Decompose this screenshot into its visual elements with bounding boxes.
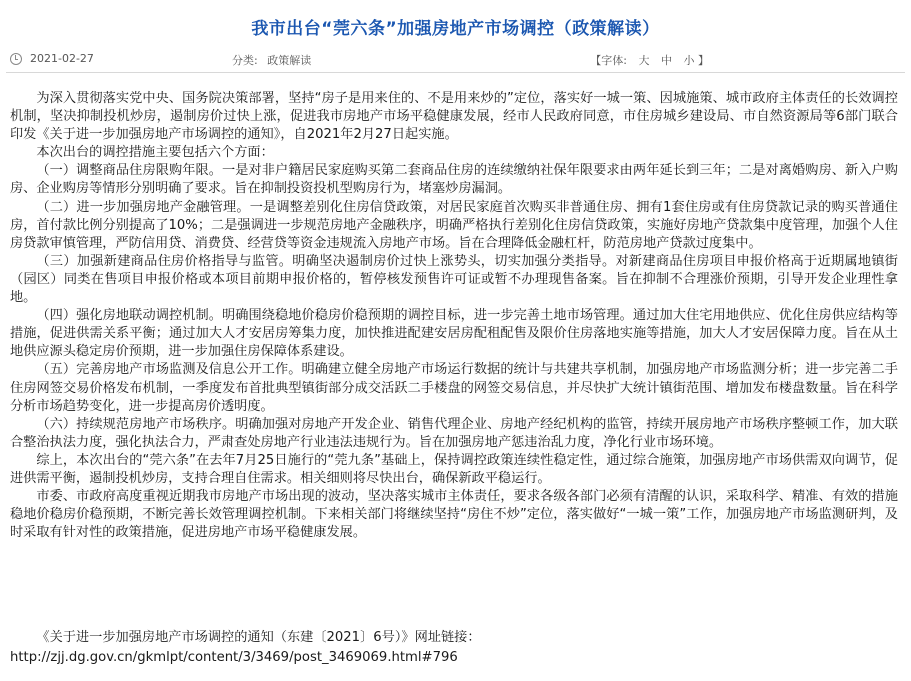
article-paragraph: （六）持续规范房地产市场秩序。明确加强对房地产开发企业、销售代理企业、房地产经纪机构的监管，持续开展房地产市场秩序整顿工作，加大联合整治执法力度，强化执法合力，严肃查处房地产行业违法违规行为。旨在加强房地产惩违治乱力度，净化行业市场环境。 bbox=[10, 416, 898, 450]
page-title: 我市出台“莞六条”加强房地产市场调控（政策解读） bbox=[251, 19, 660, 39]
font-size-small-link[interactable]: 小 bbox=[683, 54, 695, 67]
article-body bbox=[10, 90, 898, 542]
article-paragraph: 市委、市政府高度重视近期我市房地产市场出现的波动，坚决落实城市主体责任，要求各级各部门必须有清醒的认识，采取科学、精准、有效的措施稳地价稳房价稳预期，不断完善长效管理调控机制。下来相关部门将继续坚持“房住不炒”定位，落实做好“一城一策”工作，加强房地产市场监测研判，及时采取有针对性的政策措施，促进房地产市场平稳健康发展。 bbox=[10, 489, 898, 541]
reference-url-link[interactable]: http://zjj.dg.gov.cn/gkmlpt/content/3/3469/post_3469069.html#796 bbox=[10, 650, 458, 665]
article-paragraph: （二）进一步加强房地产金融管理。一是调整差别化住房信贷政策，对居民家庭首次购买非普通住房、拥有1套住房或有住房贷款记录的购买普通住房，首付款比例分别提高了10%；二是强调进一步规范房地产金融秩序，明确严格执行差别化住房信贷政策，实施好房地产贷款集中度管理，加强个人住房贷款审慎管理，严防信用贷、消费贷、经营贷等资金违规流入房地产市场。旨在合理降低金融杠杆，防范房地产贷款过度集中。 bbox=[10, 199, 898, 251]
category-label: 分类: bbox=[232, 54, 258, 67]
publish-date bbox=[10, 52, 94, 65]
category-value: 政策解读 bbox=[267, 54, 312, 67]
article-paragraph: （四）强化房地联动调控机制。明确围绕稳地价稳房价稳预期的调控目标，进一步完善土地市场管理。通过加大住宅用地供应、优化住房供应结构等措施，促进供需关系平衡；通过加大人才安居房筹集力度，加快推进配建安居房配租配售及限价住房落地实施等措施，加大人才安居保障力度。旨在从土地供应源头稳定房价预期，进一步加强住房保障体系建设。 bbox=[10, 308, 898, 360]
article-meta-bar bbox=[6, 48, 905, 73]
font-size-large-link[interactable]: 大 bbox=[638, 54, 650, 67]
reference-doc-title: 《关于进一步加强房地产市场调控的通知（东建〔2021〕6号）》网址链接： bbox=[36, 630, 481, 645]
font-size-bracket: 】 bbox=[698, 54, 709, 67]
article-paragraph: 本次出台的调控措施主要包括六个方面： bbox=[36, 145, 274, 161]
font-size-selector bbox=[590, 52, 709, 68]
clock-icon bbox=[10, 53, 22, 65]
article-paragraph: （一）调整商品住房限购年限。一是对非户籍居民家庭购买第二套商品住房的连续缴纳社保年限要求由两年延长到三年；二是对离婚购房、新入户购房、企业购房等情形分别明确了要求。旨在抑制投资投机型购房行为，堵塞炒房漏洞。 bbox=[10, 163, 898, 197]
font-size-medium-link[interactable]: 中 bbox=[661, 54, 672, 67]
article-paragraph: 为深入贯彻落实党中央、国务院决策部署，坚持“房子是用来住的、不是用来炒的”定位，落实好一城一策、因城施策、城市政府主体责任的长效调控机制，坚决抑制投机炒房，遏制房价过快上涨，促进我市房地产市场平稳健康发展，经市人民政府同意，市住房城乡建设局、市自然资源局等6部门联合印发《关于进一步加强房地产市场调控的通知》，自2021年2月27日起实施。 bbox=[10, 91, 898, 143]
font-size-label: 【字体: bbox=[590, 54, 627, 67]
article-paragraph: （五）完善房地产市场监测及信息公开工作。明确建立健全房地产市场运行数据的统计与共建共享机制，加强房地产市场监测分析；进一步完善二手住房网签交易价格发布机制，一季度发布首批典型镇街部分成交活跃二手楼盘的网签交易信息，并尽快扩大统计镇街范围、增加发布楼盘数量。旨在科学分析市场趋势变化，进一步提高房价透明度。 bbox=[10, 362, 898, 414]
publish-date-text: 2021-02-27 bbox=[30, 52, 94, 65]
reference-link-block bbox=[10, 628, 900, 668]
category-info bbox=[232, 52, 317, 68]
article-paragraph: 综上，本次出台的“莞六条”在去年7月25日施行的“莞九条”基础上，保持调控政策连续性稳定性，通过综合施策，加强房地产市场供需双向调节，促进供需平衡，遏制投机炒房，支持合理自住需求。相关细则将尽快出台，确保新政平稳运行。 bbox=[10, 452, 898, 486]
article-paragraph: （三）加强新建商品住房价格指导与监管。明确坚决遏制房价过快上涨势头，切实加强分类指导。对新建商品住房项目申报价格高于近期属地镇街（园区）同类在售项目申报价格或本项目前期申报价格的，暂停核发预售许可证或暂不办理现售备案。旨在抑制不合理涨价预期，引导开发企业理性拿地。 bbox=[10, 253, 898, 306]
